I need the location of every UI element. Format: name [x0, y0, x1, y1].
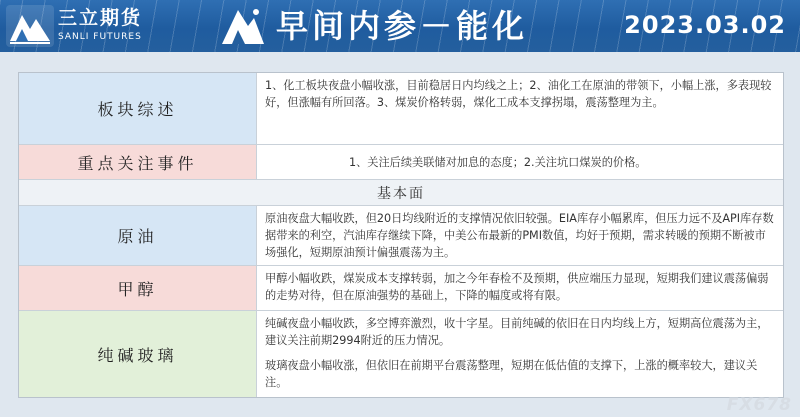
row-content: 1、关注后续美联储对加息的态度；2.关注坑口煤炭的价格。: [349, 155, 647, 169]
table-row-sector-overview: [19, 73, 783, 145]
soda-ash-paragraph: 纯碱夜盘小幅收跌，多空博弈激烈，收十字星。目前纯碱的依旧在日内均线上方，短期高位震荡为主，建议关注前期2994附近的压力情况。: [265, 317, 769, 347]
row-label: 板块综述: [19, 73, 257, 144]
report-date: 2023.03.02: [624, 11, 786, 39]
table-row-key-events: [19, 145, 783, 180]
row-content: 甲醇小幅收跌，煤炭成本支撑转弱，加之今年春检不及预期，供应端压力显现，短期我们建议震荡偏弱的走势对待，但在原油强势的基础上，下降的幅度或将有限。: [265, 272, 769, 302]
row-content: 1、化工板块夜盘小幅收涨，目前稳居日内均线之上；2、油化工在原油的带领下，小幅上涨，多表现较好，但涨幅有所回落。3、煤炭价格转弱，煤化工成本支撑拐塌，震荡整理为主。: [265, 79, 772, 109]
page-title: 早间内参－能化: [276, 7, 529, 45]
company-name-en: SANLI FUTURES: [58, 32, 142, 42]
section-header-fundamentals: [19, 180, 783, 206]
table-row-crude-oil: [19, 206, 783, 266]
watermark-text: FX678: [726, 395, 792, 415]
row-content: [257, 311, 783, 397]
mountain-icon: [218, 4, 266, 48]
row-label: 原油: [19, 206, 257, 265]
company-name-cn: 三立期货: [58, 7, 143, 29]
section-title: 基本面: [377, 185, 425, 202]
row-content: 原油夜盘大幅收跌，但20日均线附近的支撑情况依旧较强。EIA库存小幅累库，但压力远不及API库存数据带来的利空，汽油库存继续下降，中美公布最新的PMI数值，均好于预期，需求转暖的预期不断被市场强化，短期原油预计偏强震荡为主。: [265, 212, 774, 259]
row-label: 甲醇: [19, 266, 257, 310]
table-row-soda-glass: [19, 311, 783, 397]
row-label: 重点关注事件: [19, 145, 257, 179]
sanli-logo-icon: [6, 5, 54, 47]
glass-paragraph: 玻璃夜盘小幅收涨，但依旧在前期平台震荡整理，短期在低估值的支撑下，上涨的概率较大，建议关注。: [265, 359, 758, 389]
header-banner: [0, 0, 800, 52]
brand-block: [58, 7, 142, 42]
table-row-methanol: [19, 266, 783, 311]
report-table: [18, 72, 784, 398]
row-label: 纯碱玻璃: [19, 311, 257, 397]
